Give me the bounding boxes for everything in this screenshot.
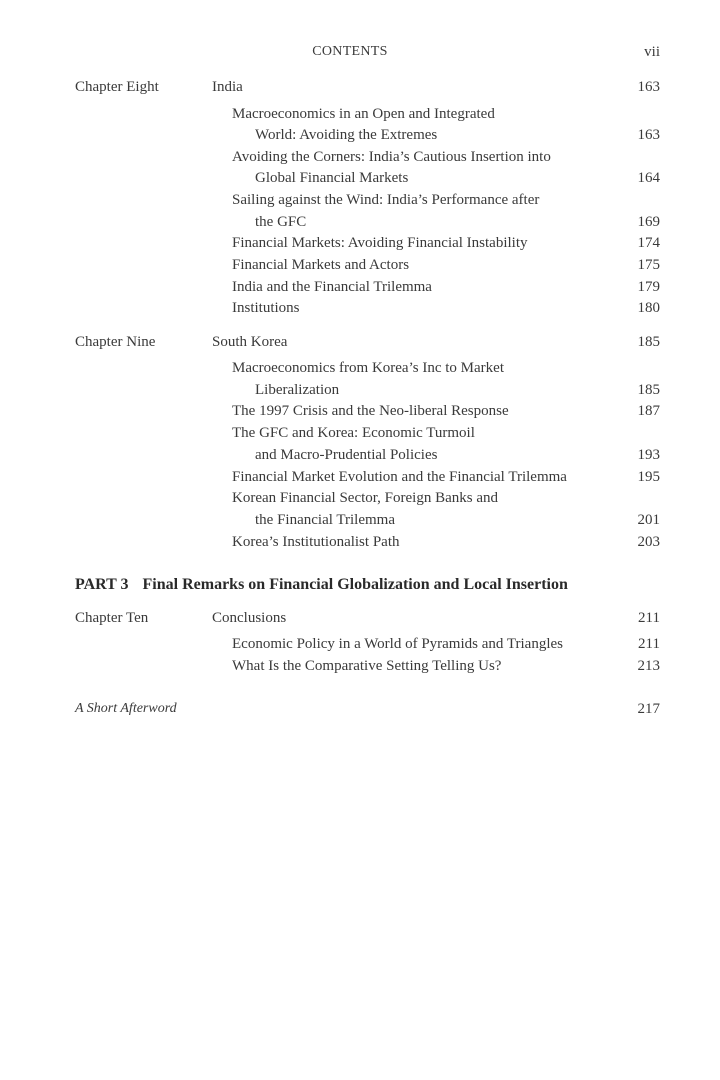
part-number: PART 3 — [75, 576, 129, 593]
chapter-title: Conclusions — [212, 610, 287, 626]
section-page: 213 — [637, 658, 660, 674]
section-title-cont: the Financial Trilemma — [255, 512, 395, 528]
chapter-page: 185 — [637, 334, 660, 350]
section-title: Macroeconomics from Korea’s Inc to Market — [232, 360, 504, 376]
section-page: 193 — [637, 447, 660, 463]
section-page: 201 — [637, 512, 660, 528]
section-title: The 1997 Crisis and the Neo-liberal Response — [232, 403, 509, 419]
section-title: Financial Markets: Avoiding Financial Instability — [232, 235, 528, 251]
section-page: 203 — [637, 534, 660, 550]
section-page: 185 — [637, 382, 660, 398]
section-page: 164 — [637, 170, 660, 186]
section-title-cont: and Macro-Prudential Policies — [255, 447, 438, 463]
chapter-label: Chapter Nine — [75, 334, 156, 350]
section-title: Economic Policy in a World of Pyramids and Triangles — [232, 636, 563, 652]
section-title: Macroeconomics in an Open and Integrated — [232, 106, 495, 122]
section-title: Korea’s Institutionalist Path — [232, 534, 400, 550]
section-page: 163 — [637, 127, 660, 143]
chapter-title: India — [212, 79, 243, 95]
part-title: Final Remarks on Financial Globalization and Local Insertion — [142, 576, 568, 593]
section-title-cont: World: Avoiding the Extremes — [255, 127, 438, 143]
running-header-page: vii — [644, 44, 660, 60]
running-header-title: CONTENTS — [312, 44, 388, 59]
chapter-page: 163 — [637, 79, 660, 95]
section-page: 211 — [638, 636, 660, 652]
section-page: 169 — [637, 214, 660, 230]
section-page: 174 — [637, 235, 660, 251]
section-page: 187 — [637, 403, 660, 419]
section-title: The GFC and Korea: Economic Turmoil — [232, 425, 475, 441]
chapter-title: South Korea — [212, 334, 288, 350]
section-title-cont: Global Financial Markets — [255, 170, 409, 186]
section-title: Sailing against the Wind: India’s Performance after — [232, 192, 540, 208]
chapter-label: Chapter Eight — [75, 79, 159, 95]
section-title-cont: the GFC — [255, 214, 307, 230]
afterword-page: 217 — [637, 701, 660, 717]
section-page: 180 — [637, 300, 660, 316]
section-page: 195 — [637, 469, 660, 485]
section-page: 175 — [637, 257, 660, 273]
section-title: Avoiding the Corners: India’s Cautious Insertion into — [232, 149, 551, 165]
chapter-page: 211 — [638, 610, 660, 626]
section-title: Financial Market Evolution and the Financial Trilemma — [232, 469, 567, 485]
section-title: Korean Financial Sector, Foreign Banks and — [232, 490, 499, 506]
section-title: Financial Markets and Actors — [232, 257, 410, 273]
section-title: What Is the Comparative Setting Telling Us? — [232, 658, 502, 674]
section-title: India and the Financial Trilemma — [232, 279, 432, 295]
part-heading — [75, 575, 568, 595]
section-page: 179 — [637, 279, 660, 295]
section-title-cont: Liberalization — [255, 382, 340, 398]
afterword-title: A Short Afterword — [75, 701, 177, 716]
section-title: Institutions — [232, 300, 300, 316]
chapter-label: Chapter Ten — [75, 610, 149, 626]
